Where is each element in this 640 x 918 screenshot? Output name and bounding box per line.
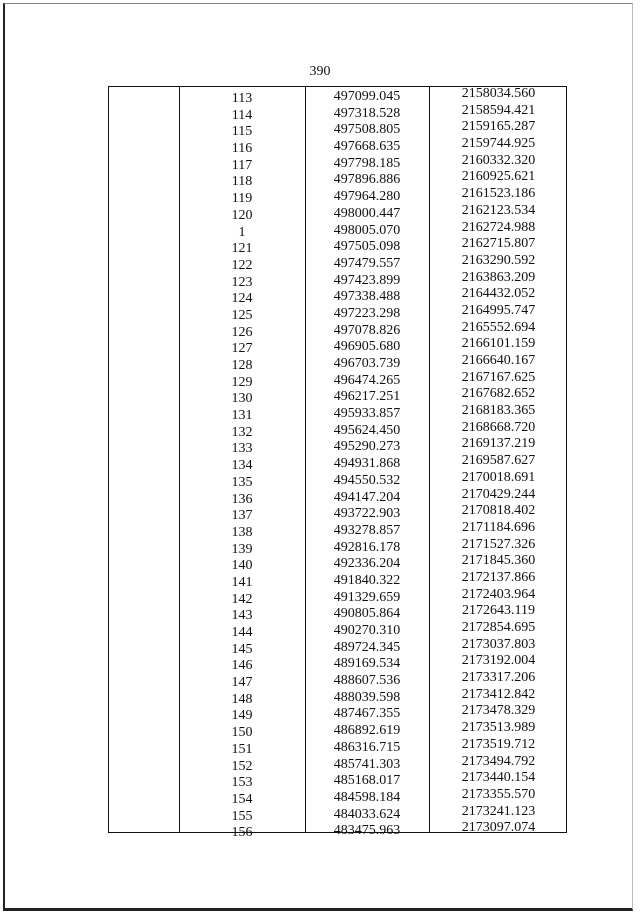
y-coordinate-cell: 2159744.925 xyxy=(461,136,536,152)
y-coordinate-cell: 2168183.365 xyxy=(461,403,536,419)
point-number-cell: 117 xyxy=(231,157,253,173)
y-coordinate-cell: 2160332.320 xyxy=(461,152,536,168)
y-coordinate-cell: 2163290.592 xyxy=(461,252,536,268)
point-number-cell: 132 xyxy=(231,424,253,440)
y-coordinate-cell: 2164432.052 xyxy=(461,286,536,302)
point-number-cell: 152 xyxy=(231,758,253,774)
x-coordinate-cell: 497508.805 xyxy=(333,122,401,138)
x-coordinate-cell: 493722.903 xyxy=(333,506,401,522)
point-number-cell: 119 xyxy=(231,191,253,207)
y-coordinate-cell: 2172137.866 xyxy=(461,569,536,585)
y-coordinate-cell: 2171184.696 xyxy=(462,519,535,535)
y-coordinate-cell: 2158594.421 xyxy=(461,102,536,118)
x-coordinate-cell: 488607.536 xyxy=(333,673,401,689)
point-number-cell: 127 xyxy=(231,341,253,357)
y-coordinate-cell: 2173440.154 xyxy=(461,770,536,786)
y-coordinate-cell: 2158034.560 xyxy=(461,86,536,101)
point-number-cell: 130 xyxy=(231,391,253,407)
x-coordinate-cell: 488039.598 xyxy=(333,689,401,705)
x-coordinate-cell: 495290.273 xyxy=(333,439,401,455)
x-coordinate-cell: 497223.298 xyxy=(333,305,401,321)
x-coordinate-cell: 496703.739 xyxy=(333,356,401,371)
point-number-cell: 136 xyxy=(231,491,253,507)
y-coordinate-cell: 2167167.625 xyxy=(461,369,536,385)
x-coordinate-cell: 489169.534 xyxy=(333,656,401,672)
y-coordinate-cell: 2169137.219 xyxy=(461,436,536,452)
x-coordinate-cell: 497318.528 xyxy=(333,105,401,121)
x-coordinate-cell: 496474.265 xyxy=(333,372,401,388)
point-number-cell: 131 xyxy=(231,408,253,424)
y-coordinate-cell: 2165552.694 xyxy=(461,319,536,335)
y-coordinate-cell: 2172403.964 xyxy=(461,586,536,602)
table-row xyxy=(109,820,566,841)
y-coordinate-cell: 2173192.004 xyxy=(461,653,536,669)
y-coordinate-cell: 2173097.074 xyxy=(461,820,536,836)
y-coordinate-cell: 2173494.792 xyxy=(461,753,536,769)
coordinates-table xyxy=(108,86,567,841)
x-coordinate-cell: 498005.070 xyxy=(333,222,401,238)
point-number-cell: 113 xyxy=(231,91,253,106)
y-coordinate-cell: 2162715.807 xyxy=(461,236,536,252)
point-number-cell: 133 xyxy=(231,441,253,457)
point-number-cell: 142 xyxy=(231,591,253,607)
y-coordinate-cell: 2167682.652 xyxy=(461,386,536,402)
point-number-cell: 123 xyxy=(231,274,253,290)
y-coordinate-cell: 2173241.123 xyxy=(461,803,536,819)
x-coordinate-cell: 497964.280 xyxy=(333,189,401,205)
x-coordinate-cell: 490805.864 xyxy=(333,606,401,622)
y-coordinate-cell: 2161523.186 xyxy=(461,186,536,202)
y-coordinate-cell: 2163863.209 xyxy=(461,269,536,285)
page-number: 390 xyxy=(309,64,331,79)
x-coordinate-cell: 487467.355 xyxy=(333,706,401,722)
y-coordinate-cell: 2173519.712 xyxy=(461,736,536,752)
point-number-cell: 129 xyxy=(231,374,253,390)
y-coordinate-cell: 2173478.329 xyxy=(461,703,536,719)
y-coordinate-cell: 2164995.747 xyxy=(461,302,536,318)
point-number-cell: 151 xyxy=(231,741,253,757)
y-coordinate-cell: 2172643.119 xyxy=(462,603,535,619)
y-coordinate-cell: 2160925.621 xyxy=(461,169,536,185)
x-coordinate-cell: 491329.659 xyxy=(333,589,401,605)
x-coordinate-cell: 489724.345 xyxy=(333,639,401,655)
x-coordinate-cell: 497798.185 xyxy=(333,155,401,171)
point-number-cell: 140 xyxy=(231,558,253,574)
y-coordinate-cell: 2170818.402 xyxy=(461,503,536,519)
x-coordinate-cell: 496905.680 xyxy=(333,339,401,355)
x-coordinate-cell: 496217.251 xyxy=(333,389,401,405)
point-number-cell: 114 xyxy=(231,107,253,123)
x-coordinate-cell: 485168.017 xyxy=(333,773,401,789)
point-number-cell: 141 xyxy=(231,574,253,590)
point-number-cell: 118 xyxy=(231,174,253,190)
y-coordinate-cell: 2173412.842 xyxy=(461,686,536,702)
x-coordinate-cell: 497423.899 xyxy=(333,272,401,288)
y-coordinate-cell: 2168668.720 xyxy=(461,419,536,435)
point-number-cell: 122 xyxy=(231,257,253,273)
x-coordinate-cell: 497078.826 xyxy=(333,322,401,338)
point-number-cell: 125 xyxy=(231,307,253,323)
x-coordinate-cell: 484033.624 xyxy=(333,806,401,822)
point-number-cell: 153 xyxy=(231,775,253,791)
point-number-cell: 120 xyxy=(231,207,253,223)
x-coordinate-cell: 494147.204 xyxy=(333,489,401,505)
x-coordinate-cell: 494931.868 xyxy=(333,456,401,472)
x-coordinate-cell: 490270.310 xyxy=(333,623,401,638)
x-coordinate-cell: 497099.045 xyxy=(333,89,401,104)
y-coordinate-cell: 2172854.695 xyxy=(461,620,536,635)
point-number-cell: 134 xyxy=(231,458,253,474)
point-number-cell: 156 xyxy=(231,825,253,841)
point-number-cell: 124 xyxy=(231,291,253,307)
x-coordinate-cell: 485741.303 xyxy=(333,756,401,772)
x-coordinate-cell: 492336.204 xyxy=(333,556,401,572)
y-coordinate-cell: 2173037.803 xyxy=(461,636,536,652)
y-coordinate-cell: 2171845.360 xyxy=(461,553,536,569)
point-number-cell: 144 xyxy=(231,625,253,640)
point-number-cell: 137 xyxy=(231,508,253,524)
x-coordinate-cell: 494550.532 xyxy=(333,472,401,488)
point-number-cell: 139 xyxy=(231,541,253,557)
x-coordinate-cell: 497505.098 xyxy=(333,239,401,255)
point-number-cell: 138 xyxy=(231,524,253,540)
point-number-cell: 128 xyxy=(231,358,253,373)
x-coordinate-cell: 497896.886 xyxy=(333,172,401,188)
point-number-cell: 149 xyxy=(231,708,253,724)
x-coordinate-cell: 495624.450 xyxy=(333,422,401,438)
point-number-cell: 145 xyxy=(231,641,253,657)
x-coordinate-cell: 483475.963 xyxy=(333,823,401,839)
point-number-cell: 1 xyxy=(238,224,246,240)
x-coordinate-cell: 486892.619 xyxy=(333,723,401,739)
x-coordinate-cell: 491840.322 xyxy=(333,572,401,588)
x-coordinate-cell: 497479.557 xyxy=(333,255,401,271)
y-coordinate-cell: 2166640.167 xyxy=(461,353,536,368)
point-number-cell: 116 xyxy=(231,141,253,157)
point-number-cell: 126 xyxy=(231,324,253,340)
y-coordinate-cell: 2162724.988 xyxy=(461,219,536,235)
x-coordinate-cell: 484598.184 xyxy=(333,789,401,805)
x-coordinate-cell: 493278.857 xyxy=(333,522,401,538)
x-coordinate-cell: 497338.488 xyxy=(333,289,401,305)
point-number-cell: 148 xyxy=(231,691,253,707)
point-number-cell: 121 xyxy=(231,241,253,257)
y-coordinate-cell: 2173317.206 xyxy=(461,670,536,686)
y-coordinate-cell: 2166101.159 xyxy=(461,336,536,352)
x-coordinate-cell: 486316.715 xyxy=(333,739,401,755)
y-coordinate-cell: 2173513.989 xyxy=(461,720,536,736)
y-coordinate-cell: 2169587.627 xyxy=(461,453,536,469)
point-number-cell: 150 xyxy=(231,725,253,741)
y-coordinate-cell: 2162123.534 xyxy=(461,202,536,218)
x-coordinate-cell: 497668.635 xyxy=(333,139,401,155)
y-coordinate-cell: 2170018.691 xyxy=(461,469,536,485)
y-coordinate-cell: 2159165.287 xyxy=(461,119,536,135)
point-number-cell: 155 xyxy=(231,808,253,824)
x-coordinate-cell: 495933.857 xyxy=(333,406,401,422)
point-number-cell: 147 xyxy=(231,675,253,691)
x-coordinate-cell: 498000.447 xyxy=(333,205,401,221)
point-number-cell: 146 xyxy=(231,658,253,674)
point-number-cell: 115 xyxy=(231,124,253,140)
y-coordinate-cell: 2173355.570 xyxy=(461,786,536,802)
x-coordinate-cell: 492816.178 xyxy=(333,539,401,555)
point-number-cell: 154 xyxy=(231,791,253,807)
point-number-cell: 143 xyxy=(231,608,253,624)
table-body xyxy=(109,86,566,841)
point-number-cell: 135 xyxy=(231,474,253,490)
y-coordinate-cell: 2170429.244 xyxy=(461,486,536,502)
y-coordinate-cell: 2171527.326 xyxy=(461,536,536,552)
